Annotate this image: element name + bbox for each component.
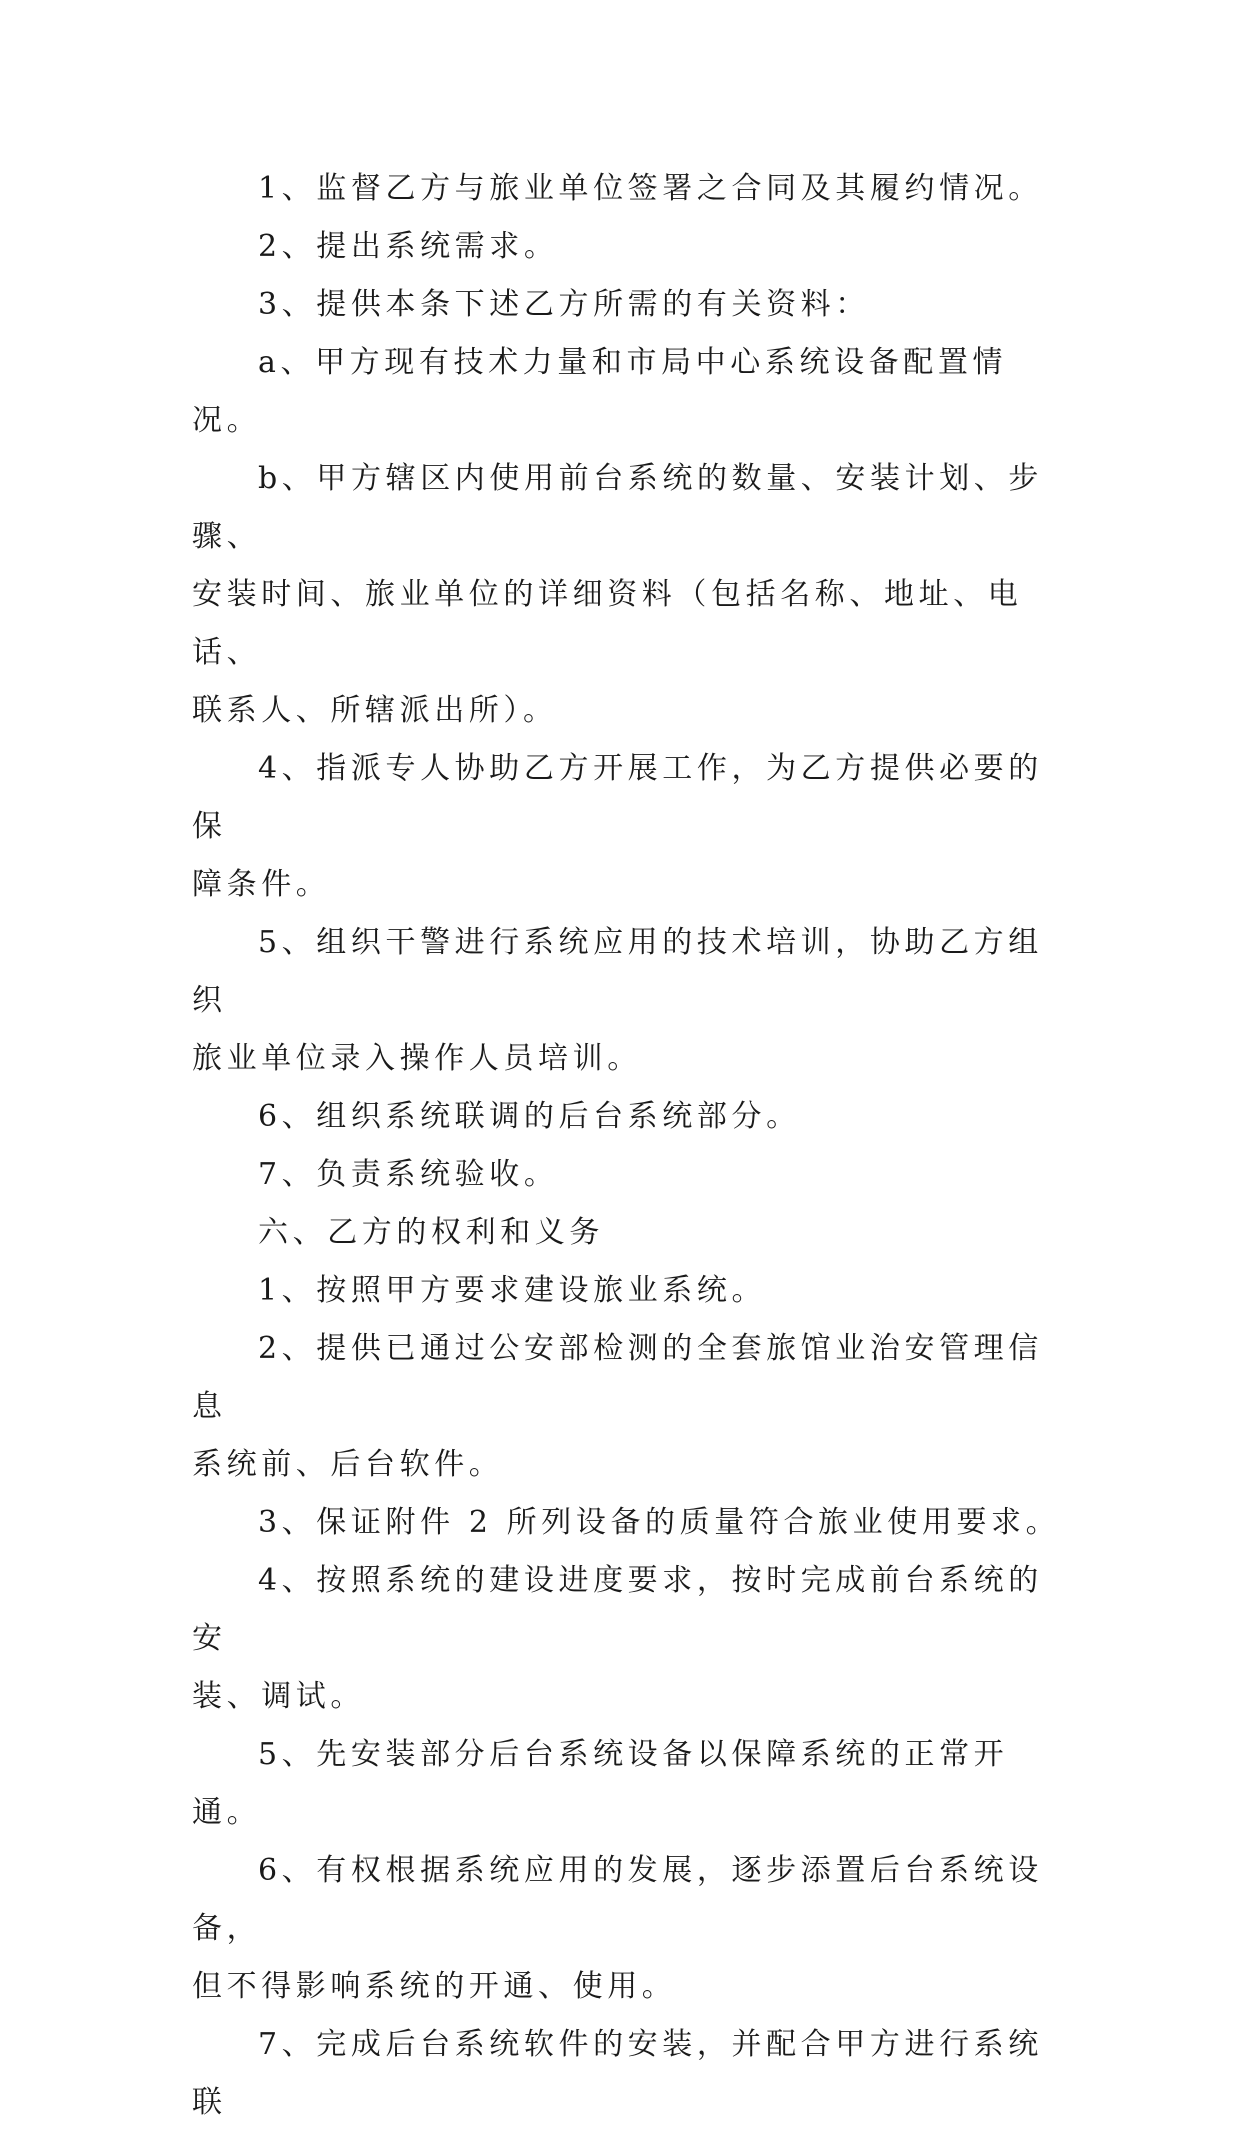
paragraph-b-frontend-systems: b、甲方辖区内使用前台系统的数量、安装计划、步骤、 安装时间、旅业单位的详细资料（包括名称、地址、电话、 联系人、所辖派出所）。 (192, 461, 1044, 728)
paragraph-5-training: 5、组织干警进行系统应用的技术培训，协助乙方组织 旅业单位录入操作人员培训。 (192, 925, 1043, 1076)
section-heading-party-b-rights: 六、乙方的权利和义务 (258, 1215, 604, 1250)
paragraph-b4-installation-schedule: 4、按照系统的建设进度要求，按时完成前台系统的安 装、调试。 (192, 1563, 1043, 1714)
paragraph-1-supervise-contracts: 1、监督乙方与旅业单位签署之合同及其履约情况。 (258, 171, 1043, 206)
paragraph-b6-add-equipment: 6、有权根据系统应用的发展，逐步添置后台系统设备， 但不得影响系统的开通、使用。 (192, 1853, 1043, 2004)
paragraph-2-system-requirements: 2、提出系统需求。 (258, 229, 559, 264)
paragraph-b3-equipment-quality: 3、保证附件 2 所列设备的质量符合旅业使用要求。 (258, 1505, 1061, 1540)
paragraph-6-joint-debugging: 6、组织系统联调的后台系统部分。 (258, 1099, 801, 1134)
paragraph-4-assign-staff: 4、指派专人协助乙方开展工作，为乙方提供必要的保 障条件。 (192, 751, 1043, 902)
paragraph-b7-software-install: 7、完成后台系统软件的安装，并配合甲方进行系统联 (192, 2027, 1043, 2120)
paragraph-3-provide-materials: 3、提供本条下述乙方所需的有关资料： (258, 287, 870, 322)
paragraph-7-acceptance: 7、负责系统验收。 (258, 1157, 559, 1192)
paragraph-a-technical-capacity: a、甲方现有技术力量和市局中心系统设备配置情况。 (192, 345, 1008, 438)
paragraph-b1-build-system: 1、按照甲方要求建设旅业系统。 (258, 1273, 767, 1308)
paragraph-b2-provide-software: 2、提供已通过公安部检测的全套旅馆业治安管理信息 系统前、后台软件。 (192, 1331, 1043, 1482)
paragraph-b5-install-backend: 5、先安装部分后台系统设备以保障系统的正常开通。 (192, 1737, 1009, 1830)
document-body (192, 160, 1072, 2132)
